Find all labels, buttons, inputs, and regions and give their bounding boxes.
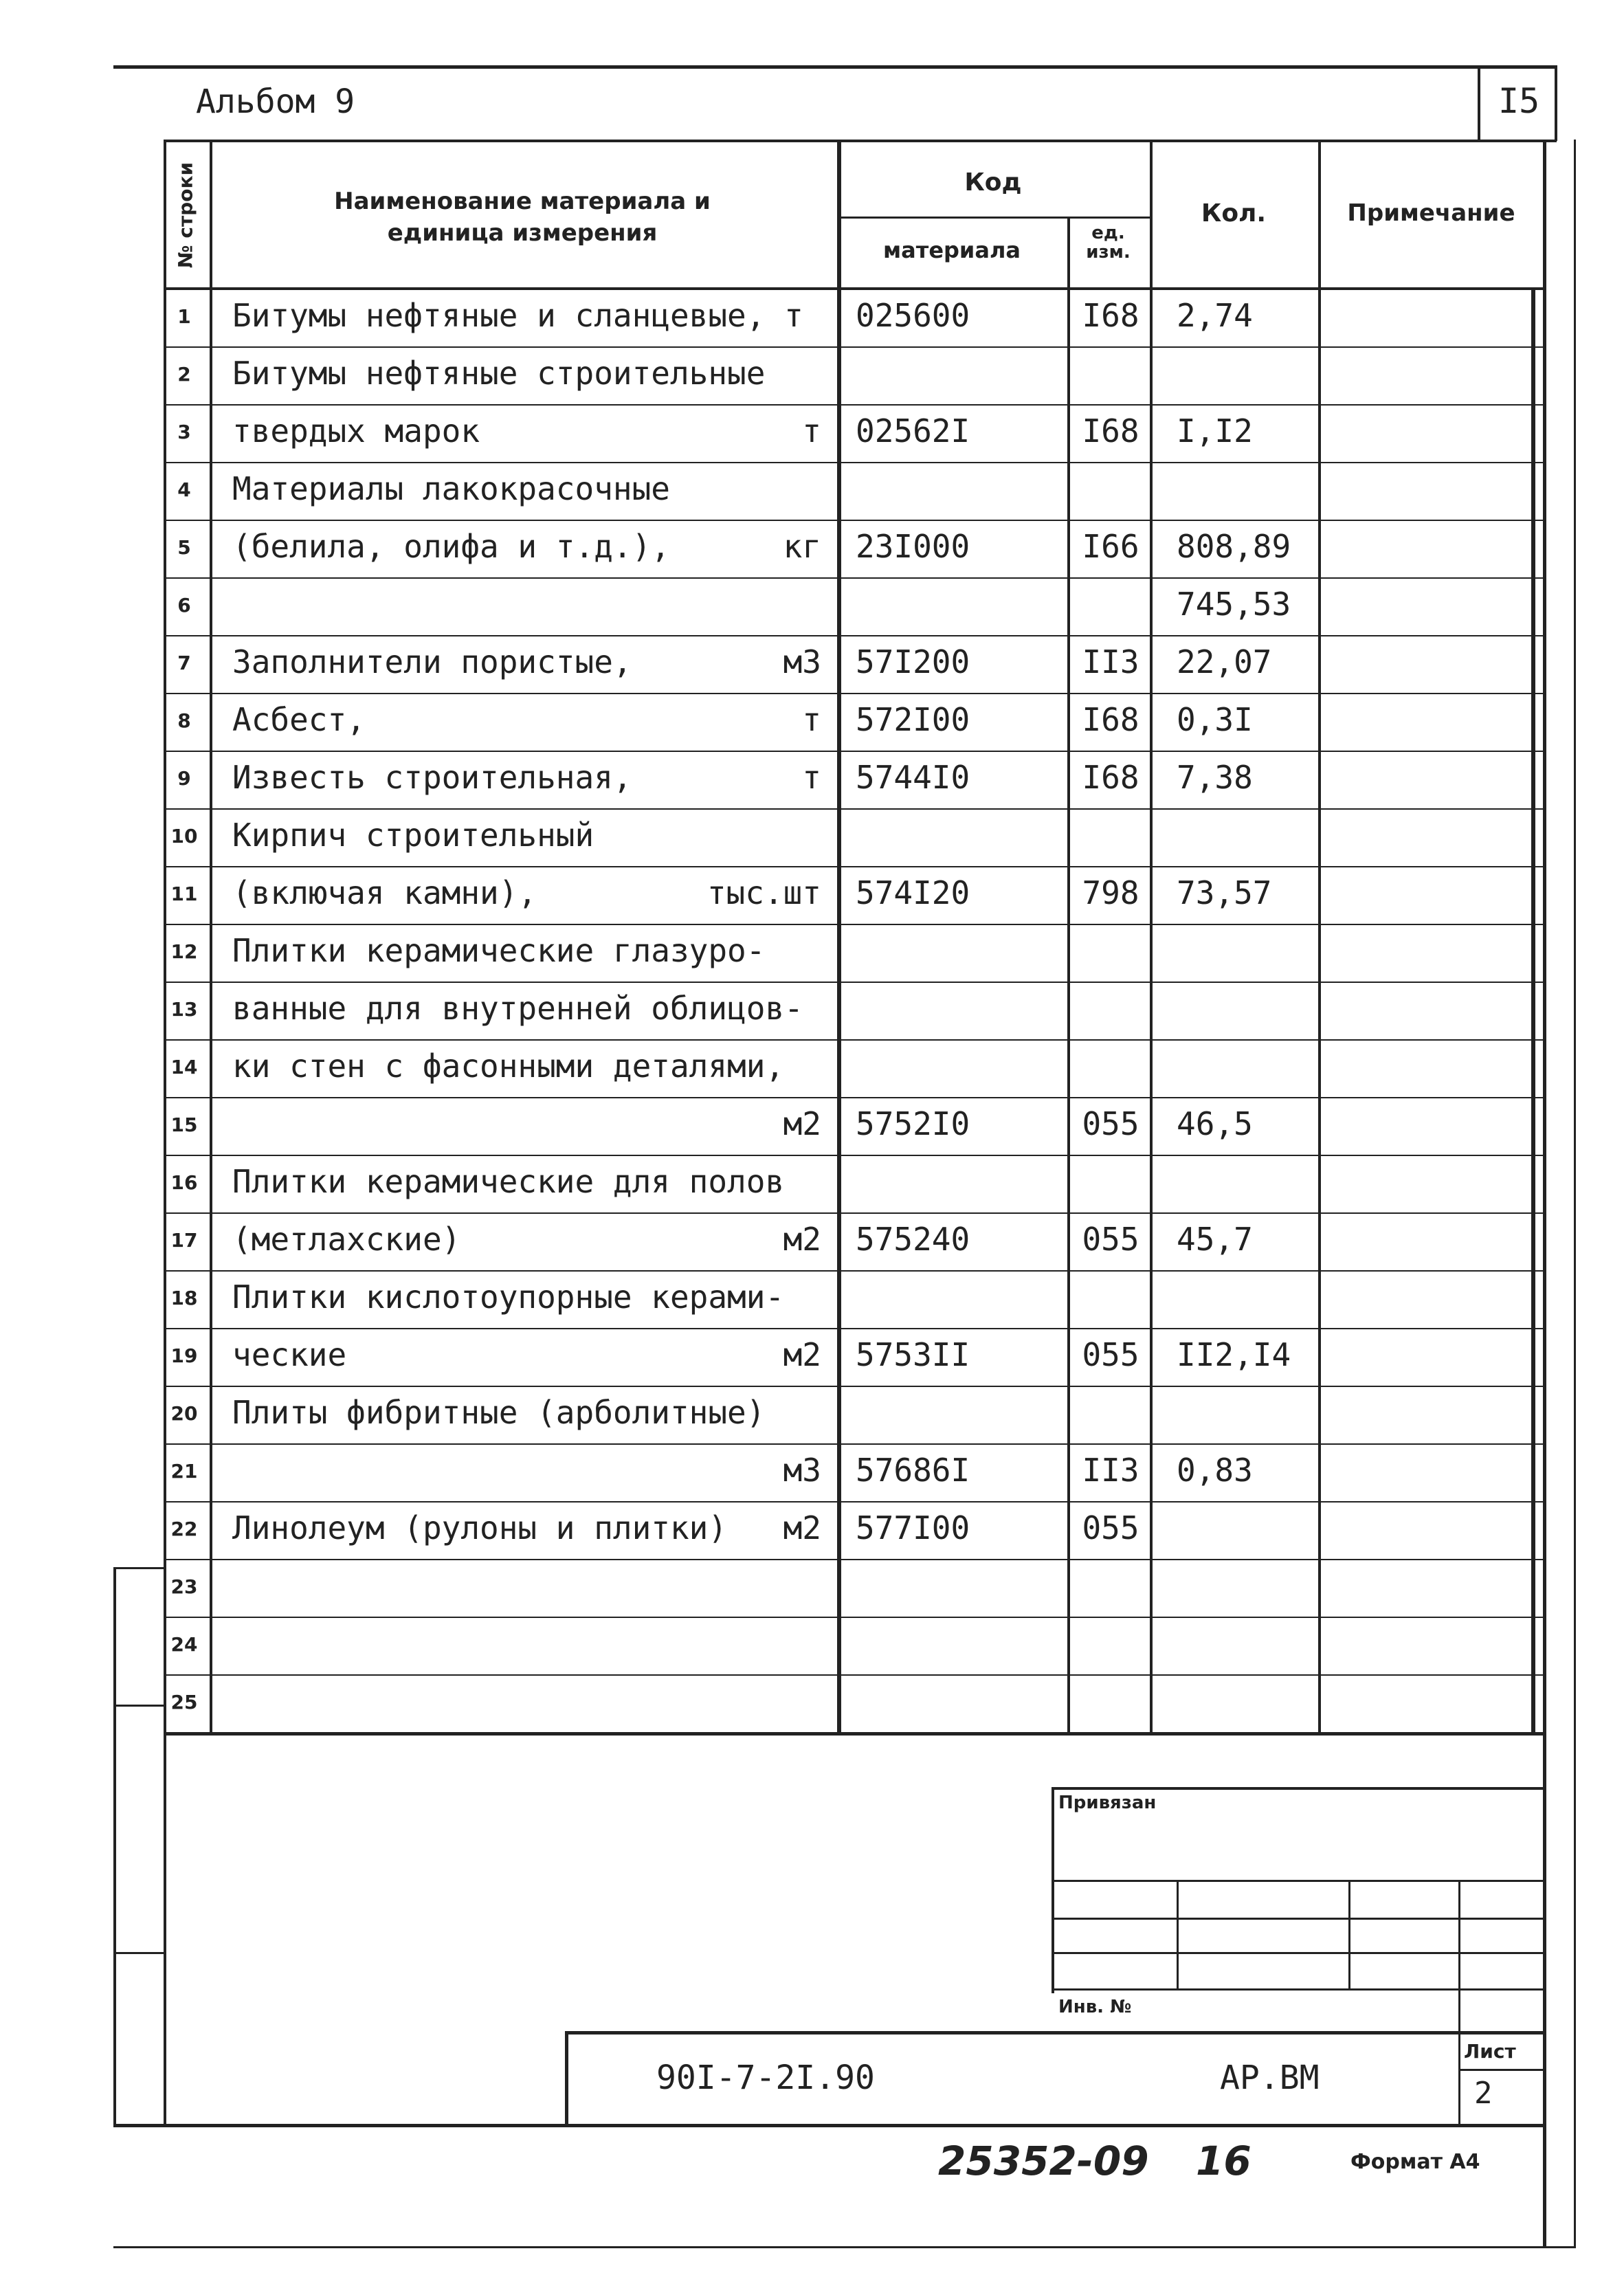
header-bottom [165, 287, 1546, 290]
row-separator [165, 1270, 1546, 1272]
under-title-line [165, 140, 1557, 142]
row-separator [165, 866, 1546, 867]
frame-bottom [113, 2124, 1544, 2127]
sheet-number: 2 [1474, 2076, 1493, 2111]
row-number: 4 [177, 478, 191, 501]
unit-code: II3 [1082, 643, 1139, 680]
material-code: 575240 [856, 1221, 970, 1258]
row-number: 2 [177, 363, 191, 386]
quantity: 0,3I [1177, 701, 1253, 738]
stamp-col2 [1348, 1880, 1350, 1990]
title-block-left [565, 2031, 568, 2125]
material-name: ческие [232, 1336, 347, 1373]
row-separator [165, 462, 1546, 463]
material-name: Плитки кислотоупорные керами- [232, 1278, 785, 1316]
col-line-qty-left [1150, 141, 1153, 1732]
col-line-note-left [1318, 141, 1321, 1732]
material-unit: кг [783, 528, 821, 565]
row-separator [165, 982, 1546, 983]
row-number: 13 [170, 998, 198, 1021]
material-name: Плитки керамические глазуро- [232, 932, 766, 969]
stamp-col3 [1458, 1880, 1460, 2127]
row-separator [165, 404, 1546, 406]
row-separator [165, 1212, 1546, 1214]
row-number: 7 [177, 652, 191, 674]
title-block-top [565, 2031, 1544, 2034]
row-separator [165, 924, 1546, 925]
material-unit: м2 [783, 1336, 821, 1373]
row-separator [165, 1443, 1546, 1445]
row-number: 11 [170, 883, 198, 905]
material-name: (метлахские) [232, 1221, 461, 1258]
row-separator [165, 808, 1546, 810]
quantity: 7,38 [1177, 759, 1253, 796]
row-number-header: № строки [174, 162, 197, 268]
page-number-box-left [1478, 65, 1480, 141]
row-number: 6 [177, 594, 191, 617]
page-number: I5 [1498, 81, 1540, 121]
top-border [113, 65, 1557, 69]
header-code-split [838, 217, 1151, 219]
row-number: 25 [170, 1691, 198, 1714]
quantity: 46,5 [1177, 1105, 1253, 1142]
qty-header: Кол. [1201, 199, 1267, 228]
stamp-row1 [1052, 1880, 1544, 1882]
row-number: 17 [170, 1229, 198, 1252]
row-separator [165, 1674, 1546, 1676]
unit-code: I68 [1082, 297, 1139, 334]
code-header: Код [964, 168, 1022, 197]
unit-code-header-line2: изм. [1086, 242, 1131, 263]
unit-code-header [1069, 223, 1148, 262]
album-label: Альбом 9 [196, 82, 355, 121]
material-unit: м2 [783, 1221, 821, 1258]
unit-code: I68 [1082, 701, 1139, 738]
quantity: 22,07 [1177, 643, 1272, 680]
stamp-top [1052, 1787, 1544, 1790]
col-line-name-left [210, 141, 212, 1732]
row-separator [165, 751, 1546, 752]
material-code: 57686I [856, 1452, 970, 1489]
left-margin-strip [113, 1567, 116, 2125]
row-number: 8 [177, 709, 191, 732]
row-number: 5 [177, 536, 191, 559]
unit-code: I68 [1082, 759, 1139, 796]
material-unit: м2 [783, 1105, 821, 1142]
stamp-col1 [1177, 1880, 1179, 1990]
material-code: 57I200 [856, 643, 970, 680]
material-name: Заполнители пористые, [232, 643, 632, 680]
material-name: Материалы лакокрасочные [232, 470, 670, 507]
row-number: 24 [170, 1633, 198, 1656]
inv-no-label: Инв. № [1058, 1997, 1132, 2017]
material-name: (белила, олифа и т.д.), [232, 528, 670, 565]
material-name: (включая камни), [232, 874, 537, 911]
row-number: 16 [170, 1171, 198, 1194]
row-number: 10 [170, 825, 198, 847]
unit-code: II3 [1082, 1452, 1139, 1489]
left-margin-tick2 [113, 1705, 165, 1707]
row-number: 21 [170, 1460, 198, 1483]
frame-right-outer [1574, 140, 1576, 2246]
row-number: 22 [170, 1518, 198, 1540]
name-header-line1: Наименование материала и [334, 188, 711, 215]
row-separator [165, 1039, 1546, 1041]
quantity: II2,I4 [1177, 1336, 1291, 1373]
quantity: 45,7 [1177, 1221, 1253, 1258]
row-separator [165, 577, 1546, 579]
row-separator [165, 346, 1546, 348]
stamp-row2 [1052, 1918, 1544, 1920]
material-code: 5753II [856, 1336, 970, 1373]
quantity: I,I2 [1177, 412, 1253, 450]
name-header-line2: единица измерения [387, 219, 658, 247]
row-separator [165, 520, 1546, 521]
material-name: ки стен с фасонными деталями, [232, 1047, 785, 1085]
note-header: Примечание [1347, 199, 1515, 227]
row-separator [165, 1386, 1546, 1387]
unit-code: 055 [1082, 1105, 1139, 1142]
left-margin-tick1 [113, 1567, 165, 1569]
material-name: твердых марок [232, 412, 480, 450]
row-number: 9 [177, 767, 191, 790]
row-separator [165, 1155, 1546, 1156]
unit-code: 055 [1082, 1509, 1139, 1546]
material-name: Плитки керамические для полов [232, 1163, 785, 1200]
name-header [210, 186, 835, 249]
doc-code: 90I-7-2I.90 [656, 2059, 875, 2097]
material-name: Плиты фибритные (арболитные) [232, 1394, 766, 1431]
quantity: 0,83 [1177, 1452, 1253, 1489]
unit-code: 798 [1082, 874, 1139, 911]
stamp-row4 [1052, 1988, 1544, 1991]
page-bottom-line [113, 2246, 1576, 2248]
unit-code-header-line1: ед. [1091, 223, 1125, 243]
material-unit: м2 [783, 1509, 821, 1546]
material-unit: т [802, 701, 821, 738]
material-code: 02562I [856, 412, 970, 450]
linked-label: Привязан [1058, 1793, 1157, 1813]
row-separator [165, 635, 1546, 636]
sheet-label: Лист [1464, 2040, 1516, 2063]
quantity: 745,53 [1177, 586, 1291, 623]
col-line-note-right [1531, 289, 1535, 1732]
row-number: 19 [170, 1344, 198, 1367]
unit-code: 055 [1082, 1221, 1139, 1258]
row-separator [165, 1617, 1546, 1618]
material-name: Кирпич строительный [232, 817, 594, 854]
unit-code: I68 [1082, 412, 1139, 450]
material-unit: тыс.шт [707, 874, 821, 911]
row-separator [165, 693, 1546, 694]
row-separator [165, 1559, 1546, 1560]
stamp-left [1052, 1787, 1054, 1993]
material-name: ванные для внутренней облицов- [232, 990, 803, 1027]
material-name: Битумы нефтяные строительные [232, 355, 766, 392]
material-unit: м3 [783, 1452, 821, 1489]
col-line-unit-left [1067, 219, 1070, 1732]
row-number: 12 [170, 940, 198, 963]
material-name: Битумы нефтяные и сланцевые, т [232, 297, 803, 334]
quantity: 2,74 [1177, 297, 1253, 334]
unit-code: 055 [1082, 1336, 1139, 1373]
row-separator [165, 1501, 1546, 1503]
quantity: 73,57 [1177, 874, 1272, 911]
material-unit: м3 [783, 643, 821, 680]
material-code: 23I000 [856, 528, 970, 565]
material-code: 5744I0 [856, 759, 970, 796]
handwritten-page: 16 [1196, 2138, 1252, 2184]
row-number: 23 [170, 1575, 198, 1598]
material-name: Асбест, [232, 701, 366, 738]
col-line-code-left [837, 141, 841, 1732]
material-code: 025600 [856, 297, 970, 334]
row-number: 15 [170, 1113, 198, 1136]
row-separator [165, 1328, 1546, 1329]
handwritten-number: 25352-09 [938, 2138, 1149, 2184]
material-code: 574I20 [856, 874, 970, 911]
material-unit: т [802, 759, 821, 796]
format-label: Формат А4 [1350, 2150, 1480, 2174]
table-bottom-line [165, 1732, 1546, 1736]
material-name: Известь строительная, [232, 759, 632, 796]
material-unit: т [802, 412, 821, 450]
left-margin-tick3 [113, 1952, 165, 1954]
material-name: Линолеум (рулоны и плитки) [232, 1509, 728, 1546]
row-number: 3 [177, 421, 191, 443]
sheet-box-divider [1458, 2069, 1544, 2071]
material-code: 5752I0 [856, 1105, 970, 1142]
material-code: 572I00 [856, 701, 970, 738]
row-number: 1 [177, 305, 191, 328]
frame-right [1543, 140, 1546, 2246]
material-code-header: материала [883, 237, 1021, 263]
row-number: 20 [170, 1402, 198, 1425]
stamp-row3 [1052, 1952, 1544, 1954]
row-number: 14 [170, 1056, 198, 1078]
row-separator [165, 1097, 1546, 1098]
unit-code: I66 [1082, 528, 1139, 565]
material-code: 577I00 [856, 1509, 970, 1546]
page-number-box-right [1555, 65, 1557, 141]
section-code: АР.ВМ [1220, 2059, 1320, 2097]
quantity: 808,89 [1177, 528, 1291, 565]
row-number: 18 [170, 1287, 198, 1309]
